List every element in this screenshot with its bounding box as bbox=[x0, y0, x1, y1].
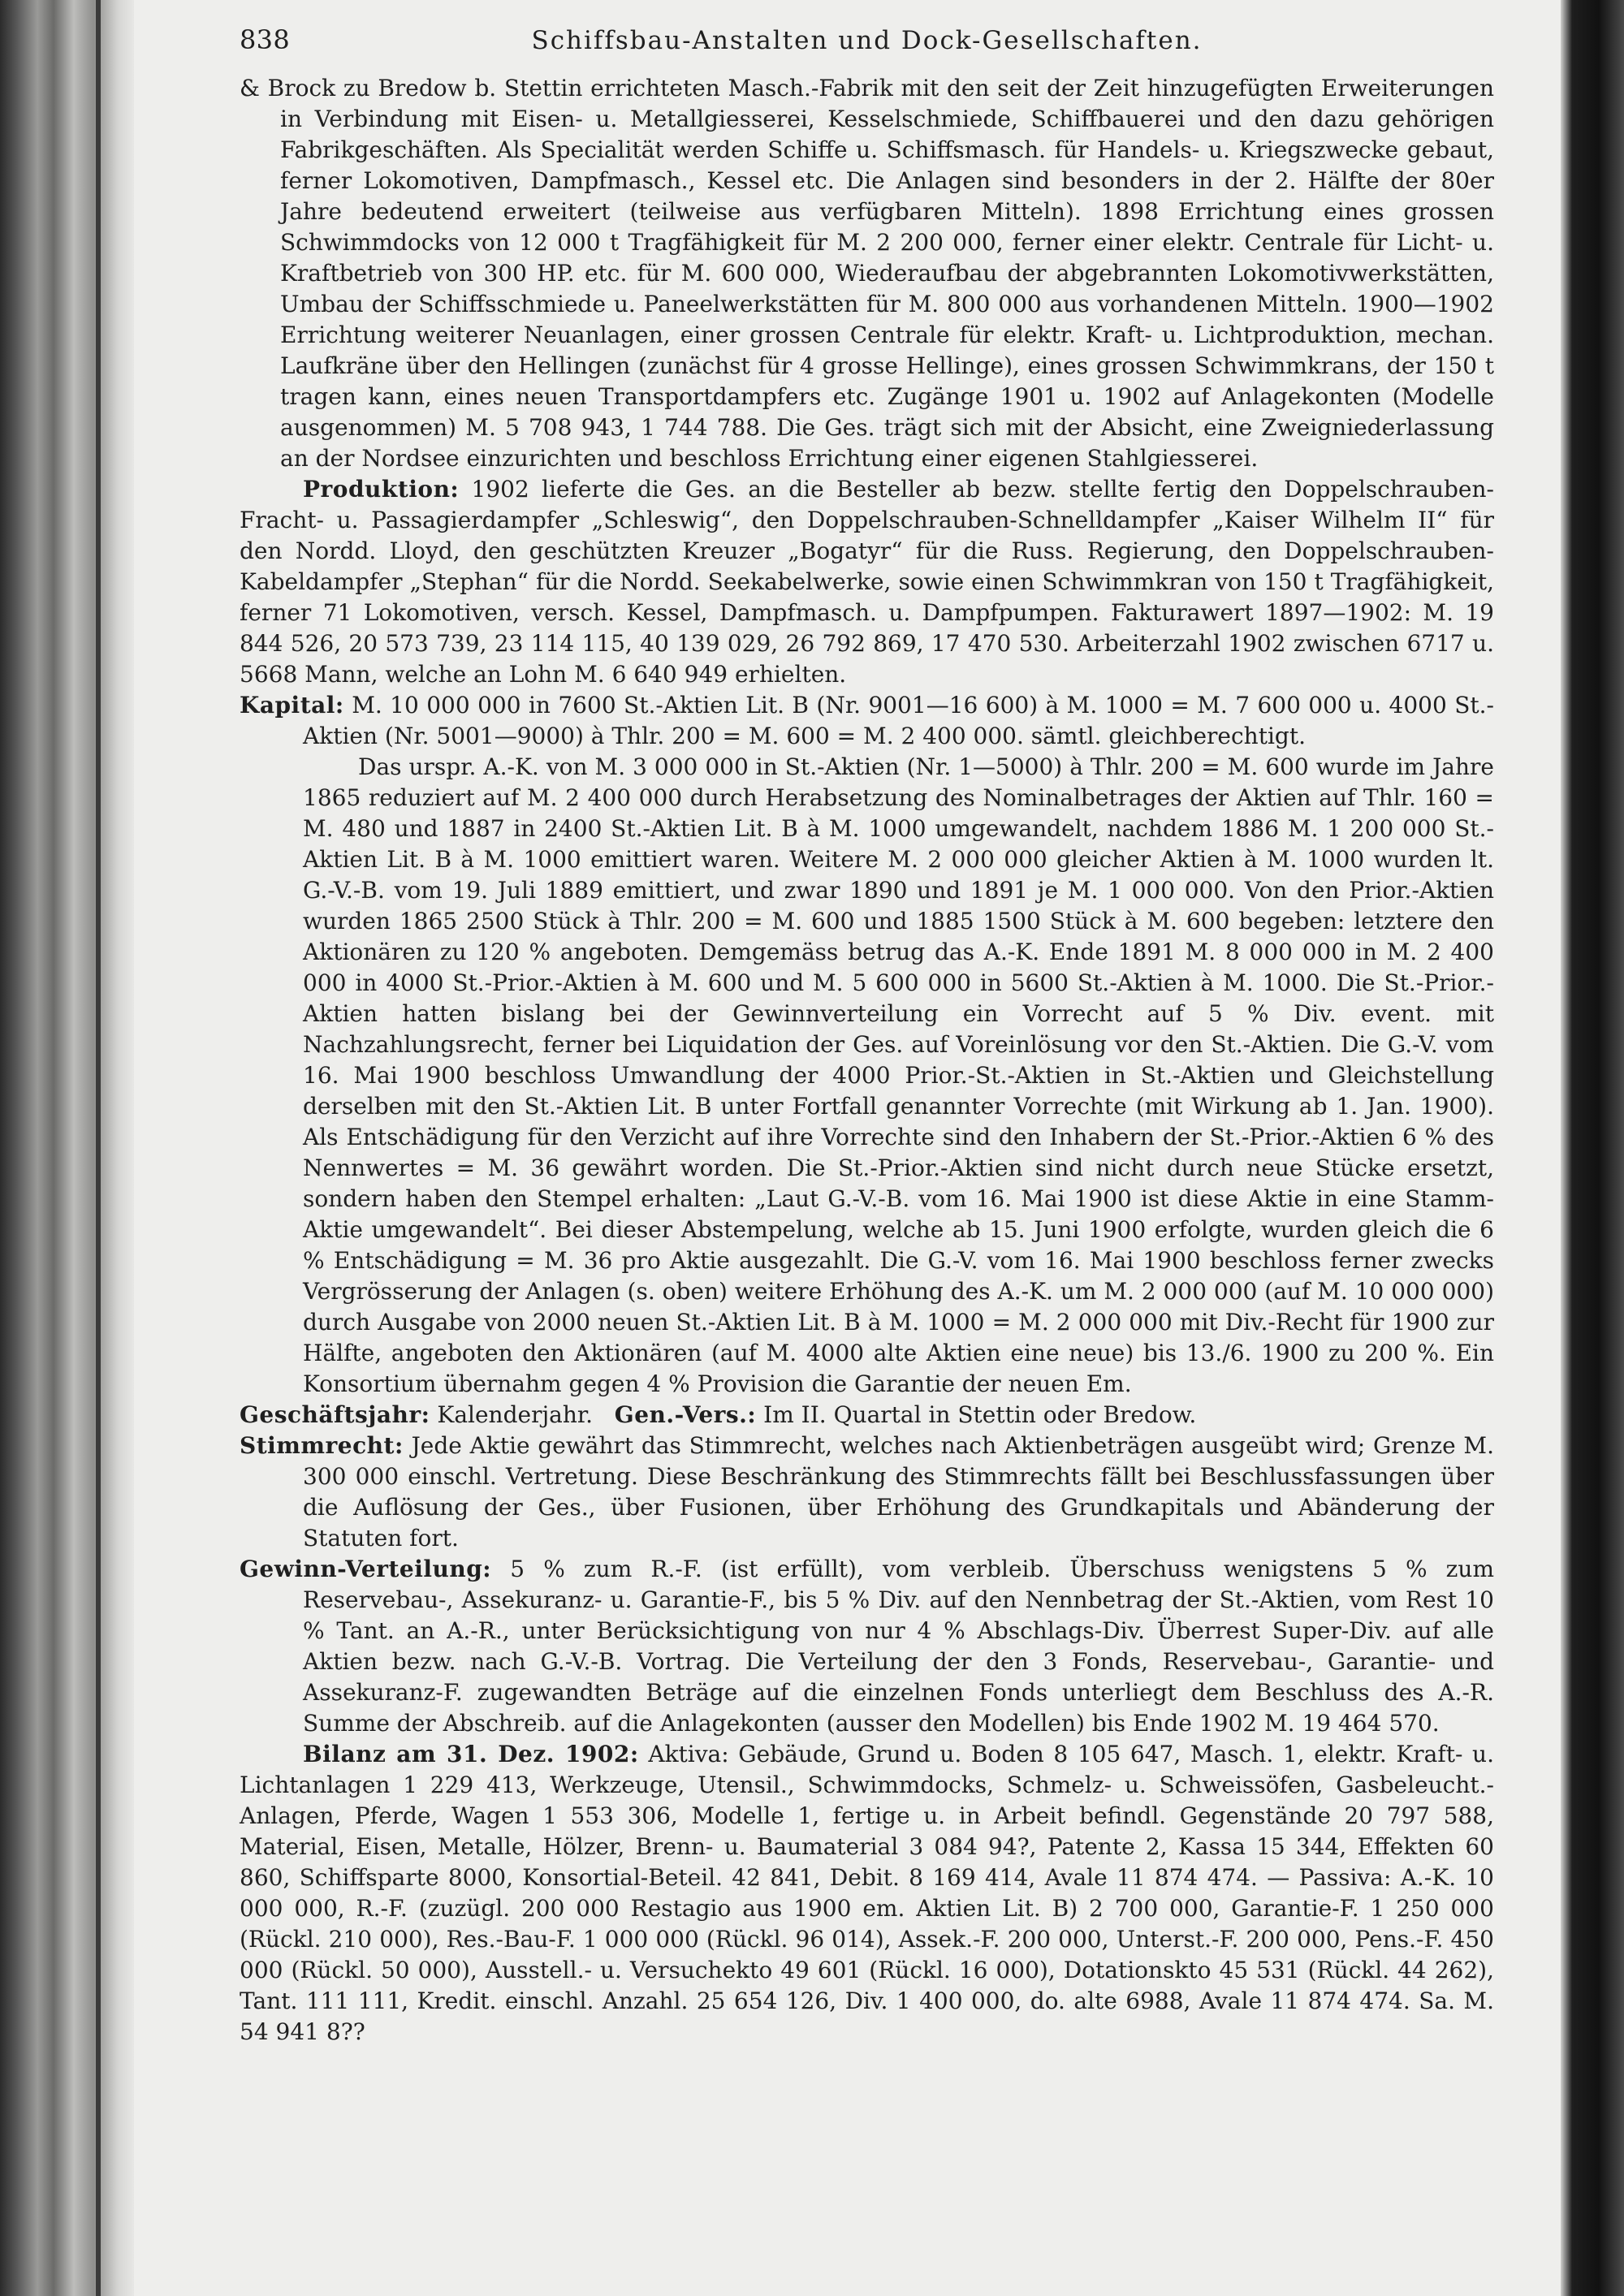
genvers-label: Gen.-Vers.: bbox=[614, 1401, 757, 1428]
page-number: 838 bbox=[240, 24, 290, 55]
kapital-history-text: Das urspr. A.-K. von M. 3 000 000 in St.-Aktien (Nr. 1—5000) à Thlr. 200 = M. 600 wurde im Jahre 1865 reduziert auf M. 2 400 000 durch Herabsetzung des Nominalbetrages der Aktien auf Thlr. 160 = M. 480 und 1887 in 2400 St.-Aktien Lit. B à M. 1000 umgewandelt, nachdem 1886 M. 1 200 000 St.-Aktien Lit. B à M. 1000 emittiert waren. Weitere M. 2 000 000 gleicher Aktien à M. 1000 wurden lt. G.-V.-B. vom 19. Juli 1889 emittiert, und zwar 1890 und 1891 je M. 1 000 000. Von den Prior.-Aktien wurden 1865 2500 Stück à Thlr. 200 = M. 600 und 1885 1500 Stück à M. 600 begeben: letztere den Aktionären zu 120 % angeboten. Demgemäss betrug das A.-K. Ende 1891 M. 8 000 000 in M. 2 400 000 in 4000 St.-Prior.-Aktien à M. 600 und M. 5 600 000 in 5600 St.-Aktien à M. 1000. Die St.-Prior.-Aktien hatten bislang bei der Gewinnverteilung ein Vorrecht auf 5 % Div. event. mit Nachzahlungsrecht, ferner bei Liquidation der Ges. auf Voreinlösung vor den St.-Aktien. Die G.-V. vom 16. Mai 1900 beschloss Umwandlung der 4000 Prior.-St.-Aktien in St.-Aktien und Gleichstellung derselben mit den St.-Aktien Lit. B unter Fortfall genannter Vorrechte (mit Wirkung ab 1. Jan. 1900). Als Entschädigung für den Verzicht auf ihre Vorrechte sind den Inhabern der St.-Prior.-Aktien 6 % des Nennwertes = M. 36 gewährt worden. Die St.-Prior.-Aktien sind nicht durch neue Stücke ersetzt, sondern haben den Stempel erhalten: „Laut G.-V.-B. vom 16. Mai 1900 ist diese Aktie in eine Stamm-Aktie umgewandelt“. Bei dieser Abstempelung, welche ab 15. Juni 1900 erfolgte, wurden gleich die 6 % Entschädigung = M. 36 pro Aktie ausgezahlt. Die G.-V. vom 16. Mai 1900 beschloss ferner zwecks Vergrösserung der Anlagen (s. oben) weitere Erhöhung des A.-K. um M. 2 000 000 (auf M. 10 000 000) durch Ausgabe von 2000 neuen St.-Aktien Lit. B à M. 1000 = M. 2 000 000 mit Div.-Recht für 1900 zur Hälfte, angeboten den Aktionären (auf M. 4000 alte Aktien eine neue) bis 13./6. 1900 zu 200 %. Ein Konsortium übernahm gegen 4 % Provision die Garantie der neuen Em. bbox=[303, 753, 1494, 1397]
geschaeftsjahr-label: Geschäftsjahr: bbox=[240, 1401, 430, 1428]
intro-paragraph bbox=[240, 73, 1494, 474]
genvers-text: Im II. Quartal in Stettin oder Bredow. bbox=[763, 1401, 1197, 1428]
produktion-label: Produktion: bbox=[303, 476, 460, 503]
kapital-section bbox=[240, 690, 1494, 752]
gewinn-verteilung-section bbox=[240, 1554, 1494, 1739]
stimmrecht-section bbox=[240, 1431, 1494, 1554]
bilanz-label: Bilanz am 31. Dez. 1902: bbox=[303, 1741, 639, 1767]
intro-text: & Brock zu Bredow b. Stettin errichteten Masch.-Fabrik mit den seit der Zeit hinzugefügten Erweiterungen in Verbindung mit Eisen- u. Metallgiesserei, Kesselschmiede, Schiffbauerei und den dazu gehörigen Fabrikgeschäften. Als Specialität werden Schiffe u. Schiffsmasch. für Handels- u. Kriegszwecke gebaut, ferner Lokomotiven, Dampfmasch., Kessel etc. Die Anlagen sind besonders in der 2. Hälfte der 80er Jahre bedeutend erweitert (teilweise aus verfügbaren Mitteln). 1898 Errichtung eines grossen Schwimmdocks von 12 000 t Tragfähigkeit für M. 2 200 000, ferner einer elektr. Centrale für Licht- u. Kraftbetrieb von 300 HP. etc. für M. 600 000, Wiederaufbau der abgebrannten Lokomotivwerkstätten, Umbau der Schiffsschmiede u. Paneelwerkstätten für M. 800 000 aus vorhandenen Mitteln. 1900—1902 Errichtung weiterer Neuanlagen, einer grossen Centrale für elektr. Kraft- u. Lichtproduktion, mechan. Laufkräne über den Hellingen (zunächst für 4 grosse Hellinge), eines grossen Schwimmkrans, der 150 t tragen kann, eines neuen Transportdampfers etc. Zugänge 1901 u. 1902 auf Anlagekonten (Modelle ausgenommen) M. 5 708 943, 1 744 788. Die Ges. trägt sich mit der Absicht, eine Zweigniederlassung an der Nordsee einzurichten und beschloss Errichtung einer eigenen Stahlgiesserei. bbox=[240, 75, 1494, 472]
produktion-section bbox=[240, 474, 1494, 690]
kapital-text: M. 10 000 000 in 7600 St.-Aktien Lit. B (Nr. 9001—16 600) à M. 1000 = M. 7 600 000 u. 4000 St.-Aktien (Nr. 5001—9000) à Thlr. 200 = M. 600 = M. 2 400 000. sämtl. gleichberechtigt. bbox=[303, 692, 1495, 749]
geschaeftsjahr-section bbox=[240, 1400, 1494, 1431]
bilanz-section bbox=[240, 1739, 1494, 2048]
stimmrecht-label: Stimmrecht: bbox=[240, 1432, 404, 1459]
geschaeftsjahr-text: Kalenderjahr. bbox=[437, 1401, 594, 1428]
bilanz-text: Aktiva: Gebäude, Grund u. Boden 8 105 647, Masch. 1, elektr. Kraft- u. Lichtanlagen 1 229 413, Werkzeuge, Utensil., Schwimmdocks, Schmelz- u. Schweissöfen, Gasbeleucht.-Anlagen, Pferde, Wagen 1 553 306, Modelle 1, fertige u. in Arbeit befindl. Gegenstände 20 797 588, Material, Eisen, Metalle, Hölzer, Brenn- u. Baumaterial 3 084 94?, Patente 2, Kassa 15 344, Effekten 60 860, Schiffsparte 8000, Konsortial-Beteil. 42 841, Debit. 8 169 414, Avale 11 874 474. — Passiva: A.-K. 10 000 000, R.-F. (zuzügl. 200 000 Restagio aus 1900 em. Aktien Lit. B) 2 700 000, Garantie-F. 1 250 000 (Rückl. 210 000), Res.-Bau-F. 1 000 000 (Rückl. 96 014), Assek.-F. 200 000, Unterst.-F. 200 000, Pens.-F. 450 000 (Rückl. 50 000), Ausstell.- u. Versuchekto 49 601 (Rückl. 16 000), Dotationskto 45 531 (Rückl. 44 262), Tant. 111 111, Kredit. einschl. Anzahl. 25 654 126, Div. 1 400 000, do. alte 6988, Avale 11 874 474. Sa. M. 54 941 8?? bbox=[240, 1741, 1494, 2045]
running-title: Schiffsbau-Anstalten und Dock-Gesellschaften. bbox=[531, 26, 1203, 55]
gewinn-verteilung-text: 5 % zum R.-F. (ist erfüllt), vom verbleib. Überschuss wenigstens 5 % zum Reservebau-, Assekuranz- u. Garantie-F., bis 5 % Div. auf den Nennbetrag der St.-Aktien, vom Rest 10 % Tant. an A.-R., unter Berücksichtigung von nur 4 % Abschlags-Div. Überrest Super-Div. auf alle Aktien bezw. nach G.-V.-B. Vortrag. Die Verteilung der den 3 Fonds, Reservebau-, Garantie- und Assekuranz-F. zugewandten Beträge auf die einzelnen Fonds unterliegt dem Beschluss des A.-R. Summe der Abschreib. auf die Anlagekonten (ausser den Modellen) bis Ende 1902 M. 19 464 570. bbox=[303, 1556, 1495, 1737]
gewinn-verteilung-label: Gewinn-Verteilung: bbox=[240, 1556, 492, 1582]
kapital-label: Kapital: bbox=[240, 692, 344, 719]
document-page bbox=[240, 24, 1494, 2048]
page-header bbox=[240, 24, 1494, 73]
book-binding-gutter bbox=[0, 0, 134, 2296]
kapital-history bbox=[240, 752, 1494, 1400]
produktion-text: 1902 lieferte die Ges. an die Besteller ab bezw. stellte fertig den Doppelschrauben-Fracht- u. Passagierdampfer „Schleswig“, den Doppelschrauben-Schnelldampfer „Kaiser Wilhelm II“ für den Nordd. Lloyd, den geschützten Kreuzer „Bogatyr“ für die Russ. Regierung, den Doppelschrauben-Kabeldampfer „Stephan“ für die Nordd. Seekabelwerke, sowie einen Schwimmkran von 150 t Tragfähigkeit, ferner 71 Lokomotiven, versch. Kessel, Dampfmasch. u. Dampfpumpen. Fakturawert 1897—1902: M. 19 844 526, 20 573 739, 23 114 115, 40 139 029, 26 792 869, 17 470 530. Arbeiterzahl 1902 zwischen 6717 u. 5668 Mann, welche an Lohn M. 6 640 949 erhielten. bbox=[240, 476, 1494, 688]
page-right-edge bbox=[1561, 0, 1624, 2296]
stimmrecht-text: Jede Aktie gewährt das Stimmrecht, welches nach Aktienbeträgen ausgeübt wird; Grenze M. 300 000 einschl. Vertretung. Diese Beschränkung des Stimmrechts fällt bei Beschlussfassungen über die Auflösung der Ges., über Fusionen, über Erhöhung des Grundkapitals und Abänderung der Statuten fort. bbox=[303, 1432, 1494, 1552]
